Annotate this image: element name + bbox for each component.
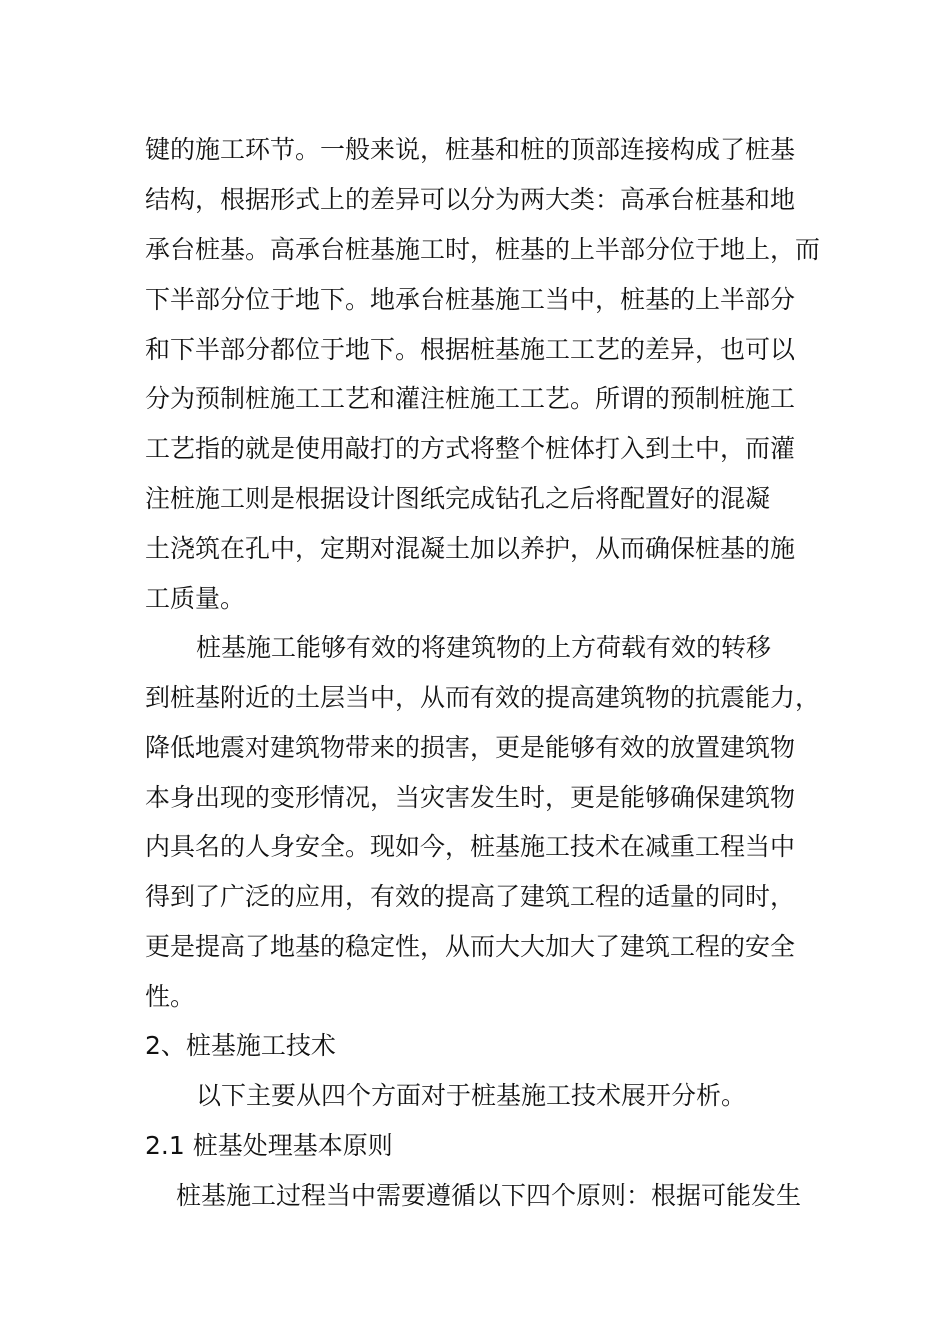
paragraph-3-first-line: 桩基施工过程当中需要遵循以下四个原则：根据可能发生 xyxy=(176,1181,802,1210)
text-line-12: 到桩基附近的土层当中，从而有效的提高建筑物的抗震能力， xyxy=(145,683,821,712)
text-line-14: 本身出现的变形情况，当灾害发生时，更是能够确保建筑物 xyxy=(145,783,796,812)
section-intro-line: 以下主要从四个方面对于桩基施工技术展开分析。 xyxy=(196,1081,747,1110)
text-line-2: 结构，根据形式上的差异可以分为两大类：高承台桩基和地 xyxy=(145,185,796,214)
text-line-8: 注桩施工则是根据设计图纸完成钻孔之后将配置好的混凝 xyxy=(145,484,771,513)
text-line-15: 内具名的人身安全。现如今，桩基施工技术在减重工程当中 xyxy=(145,832,796,861)
text-line-5: 和下半部分都位于地下。根据桩基施工工艺的差异，也可以 xyxy=(145,335,796,364)
text-line-16: 得到了广泛的应用，有效的提高了建筑工程的适量的同时， xyxy=(145,882,796,911)
text-line-6: 分为预制桩施工工艺和灌注桩施工工艺。所谓的预制桩施工 xyxy=(145,384,796,413)
text-line-9: 土浇筑在孔中，定期对混凝土加以养护，从而确保桩基的施 xyxy=(145,534,796,563)
text-line-1: 键的施工环节。一般来说，桩基和桩的顶部连接构成了桩基 xyxy=(145,135,796,164)
subsection-heading-2-1: 2.1 桩基处理基本原则 xyxy=(145,1131,393,1160)
paragraph-2-first-line: 桩基施工能够有效的将建筑物的上方荷载有效的转移 xyxy=(196,633,772,662)
text-line-17: 更是提高了地基的稳定性，从而大大加大了建筑工程的安全 xyxy=(145,932,796,961)
text-line-10: 工质量。 xyxy=(145,584,246,613)
text-line-13: 降低地震对建筑物带来的损害，更是能够有效的放置建筑物 xyxy=(145,733,796,762)
text-line-18: 性。 xyxy=(145,982,196,1011)
text-line-7: 工艺指的就是使用敲打的方式将整个桩体打入到土中，而灌 xyxy=(145,434,796,463)
section-heading-2: 2、桩基施工技术 xyxy=(145,1031,336,1060)
text-line-3: 承台桩基。高承台桩基施工时，桩基的上半部分位于地上，而 xyxy=(145,235,821,264)
text-line-4: 下半部分位于地下。地承台桩基施工当中，桩基的上半部分 xyxy=(145,285,796,314)
